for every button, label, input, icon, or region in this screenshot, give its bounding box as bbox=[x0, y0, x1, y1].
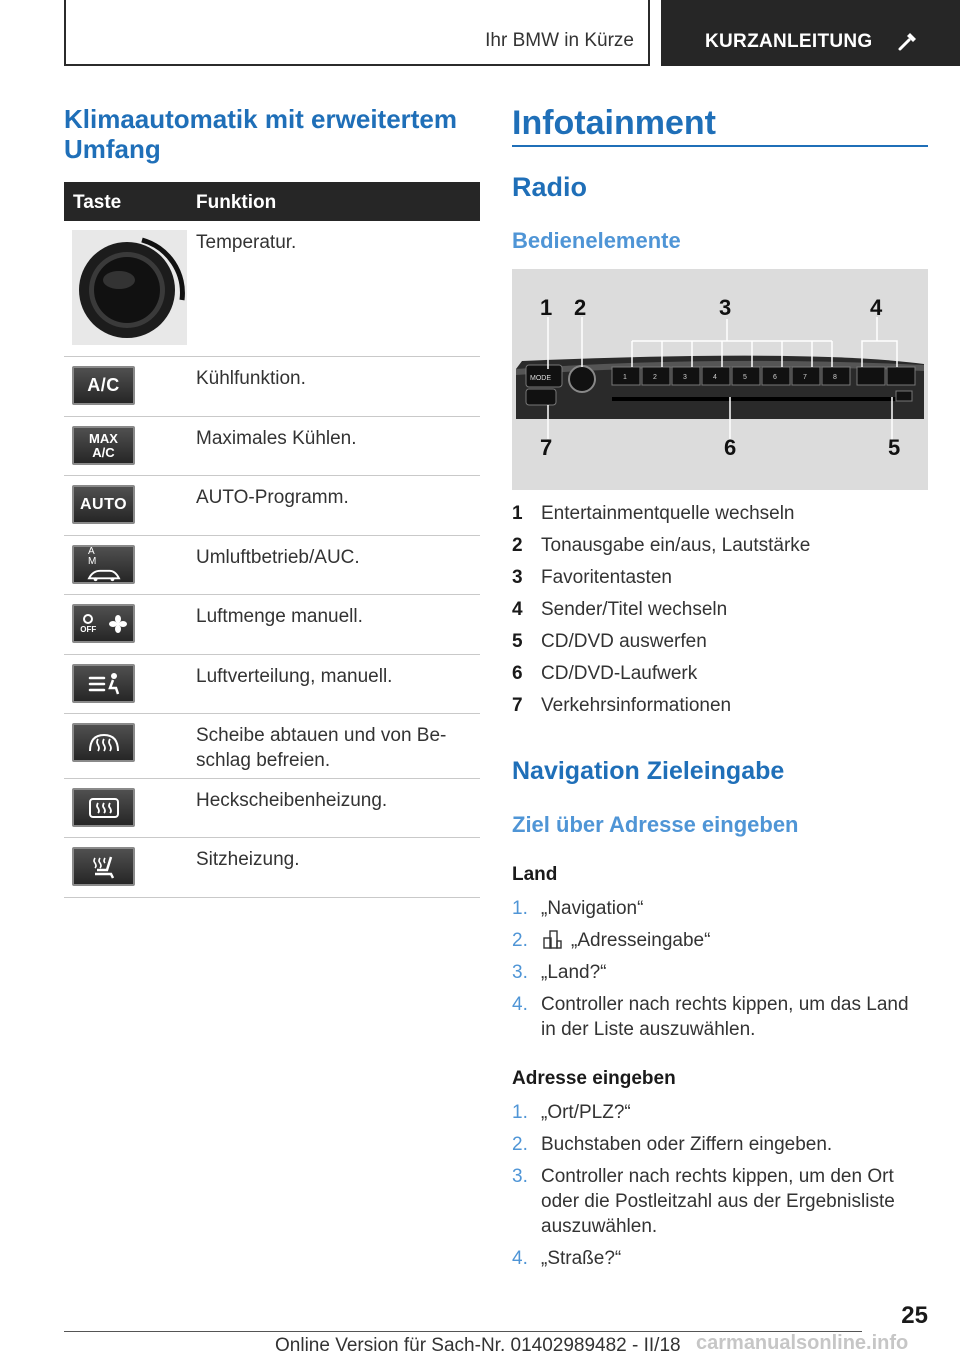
item-text: Verkehrsinformationen bbox=[541, 695, 732, 716]
step-number: 1. bbox=[512, 898, 528, 919]
row-function-text: AUTO-Programm. bbox=[196, 487, 349, 508]
rear-window-heating-button-icon bbox=[72, 788, 135, 827]
row-function-text: Kühlfunktion. bbox=[196, 368, 306, 389]
ac-button-icon bbox=[72, 366, 135, 405]
rear-window-heating-icon bbox=[87, 796, 121, 820]
step-text: „Ort/PLZ?“ bbox=[541, 1102, 631, 1123]
mode-key-label: MODE bbox=[530, 375, 551, 382]
auto-button-label: AUTO bbox=[79, 495, 128, 513]
favorite-key-3: 3 bbox=[683, 374, 687, 381]
favorite-key-4: 4 bbox=[713, 374, 717, 381]
list-item bbox=[512, 1164, 928, 1246]
step-text: Buchstaben oder Ziffern eingeben. bbox=[541, 1134, 833, 1155]
row-function-text: Luftmenge manuell. bbox=[196, 606, 363, 627]
list-item bbox=[512, 1132, 928, 1164]
step-number: 4. bbox=[512, 1248, 528, 1269]
column-header-taste: Taste bbox=[73, 192, 122, 213]
callout-6: 6 bbox=[724, 435, 737, 460]
air-distribution-icon bbox=[86, 672, 122, 696]
list-item bbox=[512, 1246, 928, 1271]
row-function-text: Scheibe abtauen und von Be-schlag befreien. bbox=[196, 725, 447, 771]
windshield-defrost-icon bbox=[87, 731, 121, 755]
favorite-key-7: 7 bbox=[803, 374, 807, 381]
item-number: 6 bbox=[512, 663, 523, 684]
item-number: 7 bbox=[512, 695, 523, 716]
list-item bbox=[512, 928, 928, 960]
land-heading: Land bbox=[512, 864, 558, 885]
table-row bbox=[64, 221, 480, 357]
address-book-icon bbox=[541, 928, 563, 950]
recirculation-button-label: A M bbox=[88, 546, 115, 567]
step-text: „Land?“ bbox=[541, 962, 607, 983]
windshield-defrost-button-icon bbox=[72, 723, 135, 762]
step-text: Controller nach rechts kippen, um den Ort oder die Postleitzahl aus der Ergebnisliste auszuwählen. bbox=[541, 1166, 895, 1237]
table-row bbox=[64, 536, 480, 595]
footer-version-text: Online Version für Sach-Nr. 01402989482 - II/18 bbox=[275, 1335, 681, 1356]
step-number: 1. bbox=[512, 1102, 528, 1123]
fan-button-icon bbox=[72, 604, 135, 643]
radio-panel-illustration bbox=[512, 269, 928, 490]
callout-4: 4 bbox=[870, 295, 883, 320]
watermark: carmanualsonline.info bbox=[696, 1332, 909, 1354]
header-section-box bbox=[64, 0, 650, 66]
list-item bbox=[512, 663, 928, 695]
item-text: CD/DVD auswerfen bbox=[541, 631, 707, 652]
klima-table-header bbox=[64, 182, 480, 221]
auto-button-icon bbox=[72, 485, 135, 524]
list-item bbox=[512, 503, 928, 535]
step-content bbox=[541, 928, 928, 953]
list-item bbox=[512, 535, 928, 567]
step-text: Controller nach rechts kippen, um das Land in der Liste auszuwählen. bbox=[541, 994, 909, 1040]
step-number: 3. bbox=[512, 962, 528, 983]
air-distribution-button-icon bbox=[72, 664, 135, 703]
callout-2: 2 bbox=[574, 295, 587, 320]
item-number: 5 bbox=[512, 631, 523, 652]
row-function-text: Maximales Kühlen. bbox=[196, 428, 357, 449]
step-number: 2. bbox=[512, 1134, 528, 1155]
adresse-heading: Adresse eingeben bbox=[512, 1068, 676, 1089]
recirculation-button-icon bbox=[72, 545, 135, 584]
item-number: 3 bbox=[512, 567, 523, 588]
bedienelemente-subtitle: Bedienelemente bbox=[512, 228, 681, 253]
max-ac-button-icon bbox=[72, 426, 135, 465]
row-function-text: Heckscheibenheizung. bbox=[196, 790, 388, 811]
table-row bbox=[64, 476, 480, 536]
table-row bbox=[64, 417, 480, 476]
favorite-key-2: 2 bbox=[653, 374, 657, 381]
list-item bbox=[512, 896, 928, 928]
header-chapter-title: KURZANLEITUNG bbox=[705, 31, 873, 52]
row-function-text: Sitzheizung. bbox=[196, 849, 300, 870]
favorite-key-1: 1 bbox=[623, 374, 627, 381]
table-row bbox=[64, 357, 480, 417]
callout-1: 1 bbox=[540, 295, 553, 320]
wrench-icon bbox=[897, 30, 919, 52]
temperature-knob-icon bbox=[72, 230, 187, 350]
klima-table bbox=[64, 182, 480, 898]
list-item bbox=[512, 695, 928, 727]
item-text: Sender/Titel wechseln bbox=[541, 599, 728, 620]
step-number: 3. bbox=[512, 1166, 528, 1187]
step-number: 4. bbox=[512, 994, 528, 1015]
table-row bbox=[64, 838, 480, 898]
car-recirculation-icon bbox=[84, 567, 124, 582]
table-row bbox=[64, 714, 480, 779]
row-function-text: Luftverteilung, manuell. bbox=[196, 666, 393, 687]
item-text: Favoritentasten bbox=[541, 567, 672, 588]
list-item bbox=[512, 599, 928, 631]
favorite-key-6: 6 bbox=[773, 374, 777, 381]
table-row bbox=[64, 655, 480, 714]
infotainment-title: Infotainment bbox=[512, 104, 716, 142]
callout-3: 3 bbox=[719, 295, 732, 320]
step-number: 2. bbox=[512, 930, 528, 951]
land-steps-list bbox=[512, 896, 928, 1042]
favorite-key-8: 8 bbox=[833, 374, 837, 381]
radio-panel-image bbox=[512, 269, 928, 490]
item-text: Entertainmentquelle wechseln bbox=[541, 503, 795, 524]
radio-title: Radio bbox=[512, 172, 588, 202]
column-header-funktion: Funktion bbox=[196, 192, 277, 213]
item-number: 4 bbox=[512, 599, 523, 620]
callout-5: 5 bbox=[888, 435, 901, 460]
callout-7: 7 bbox=[540, 435, 553, 460]
row-function-text: Umluftbetrieb/AUC. bbox=[196, 547, 360, 568]
list-item bbox=[512, 960, 928, 992]
fan-icon bbox=[109, 615, 127, 633]
list-item bbox=[512, 992, 928, 1042]
adresse-steps-list bbox=[512, 1100, 928, 1271]
fan-off-icon bbox=[82, 613, 94, 625]
table-row bbox=[64, 595, 480, 655]
item-number: 2 bbox=[512, 535, 523, 556]
step-text: „Straße?“ bbox=[541, 1248, 622, 1269]
navigation-title: Navigation Zieleingabe bbox=[512, 757, 785, 785]
title-divider bbox=[512, 145, 928, 147]
ac-button-label: A/C bbox=[87, 375, 120, 395]
header-chapter-box bbox=[661, 0, 960, 66]
list-item bbox=[512, 567, 928, 599]
seat-heating-button-icon bbox=[72, 847, 135, 886]
step-text: „Adresseingabe“ bbox=[571, 930, 711, 951]
klima-section-title: Klimaautomatik mit erweitertem Umfang bbox=[64, 104, 458, 164]
fan-off-label: OFF bbox=[80, 625, 97, 634]
ziel-adresse-subtitle: Ziel über Adresse eingeben bbox=[512, 812, 799, 837]
row-function-text: Temperatur. bbox=[196, 232, 297, 253]
item-text: Tonausgabe ein/aus, Lautstärke bbox=[541, 535, 811, 556]
page-number: 25 bbox=[901, 1302, 928, 1329]
item-number: 1 bbox=[512, 503, 523, 524]
favorite-key-5: 5 bbox=[743, 374, 747, 381]
item-text: CD/DVD-Laufwerk bbox=[541, 663, 698, 684]
list-item bbox=[512, 631, 928, 663]
header-section-title: Ihr BMW in Kürze bbox=[485, 30, 634, 51]
seat-heating-icon bbox=[89, 854, 119, 880]
max-ac-button-label: MAX A/C bbox=[89, 430, 118, 460]
step-text: „Navigation“ bbox=[541, 898, 644, 919]
radio-controls-list bbox=[512, 503, 928, 727]
list-item bbox=[512, 1100, 928, 1132]
table-row bbox=[64, 779, 480, 838]
